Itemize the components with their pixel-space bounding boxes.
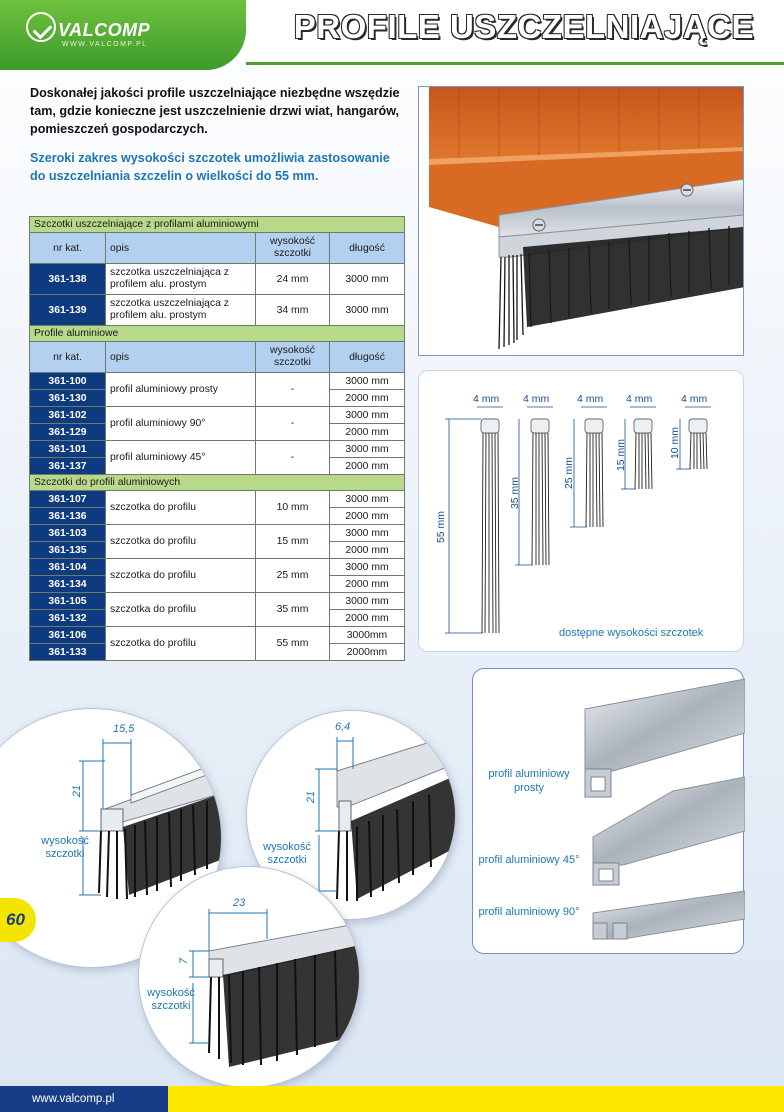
height-label: 35 mm	[509, 476, 521, 510]
brush-height: -	[256, 407, 330, 441]
length: 3000 mm	[330, 441, 405, 458]
cat-number: 361-137	[30, 458, 106, 475]
width-label: 4 mm	[523, 393, 550, 405]
brush-height: 55 mm	[256, 627, 330, 661]
length: 3000 mm	[330, 295, 405, 326]
cat-number: 361-107	[30, 491, 106, 508]
length: 3000 mm	[330, 491, 405, 508]
length: 2000 mm	[330, 424, 405, 441]
width-label: 4 mm	[577, 393, 604, 405]
col-header-opis: opis	[106, 233, 256, 264]
profile-label-straight: profil aluminiowy prosty	[488, 768, 570, 794]
door-seal-photo	[418, 86, 744, 356]
footer-url-bar[interactable]	[0, 1086, 168, 1112]
length: 3000 mm	[330, 407, 405, 424]
footer-bar	[168, 1086, 784, 1112]
profiles-panel	[472, 668, 744, 954]
cat-number: 361-103	[30, 525, 106, 542]
cat-number: 361-139	[30, 295, 106, 326]
col-header-nr: nr kat.	[30, 342, 106, 373]
brush-height: -	[256, 373, 330, 407]
profile-label-45: profil aluminiowy 45°	[478, 854, 580, 866]
length: 2000 mm	[330, 610, 405, 627]
brush-height: 15 mm	[256, 525, 330, 559]
width-label: 4 mm	[626, 393, 653, 405]
page-title: PROFILE USZCZELNIAJĄCE	[293, 8, 754, 45]
item-desc: profil aluminiowy 45°	[106, 441, 256, 475]
length: 2000 mm	[330, 390, 405, 407]
section-header: Szczotki do profili aluminiowych	[30, 475, 405, 491]
cat-number: 361-102	[30, 407, 106, 424]
item-desc: szczotka do profilu	[106, 627, 256, 661]
brand-name: VALCOMP	[58, 20, 151, 40]
dim-width: 6,4	[335, 721, 351, 733]
footer-url[interactable]: www.valcomp.pl	[32, 1093, 115, 1105]
intro-highlight: Szeroki zakres wysokości szczotek umożliwia zastosowanie do uszczelniania szczelin o wielkości do 55 mm.	[30, 151, 390, 183]
brush-height: 34 mm	[256, 295, 330, 326]
cat-number: 361-136	[30, 508, 106, 525]
cat-number: 361-133	[30, 644, 106, 661]
length: 2000mm	[330, 644, 405, 661]
cat-number: 361-100	[30, 373, 106, 390]
dim-height: 21	[71, 784, 84, 798]
dim-height: 21	[305, 790, 318, 804]
cat-number: 361-104	[30, 559, 106, 576]
length: 3000 mm	[330, 373, 405, 390]
item-desc: szczotka uszczelniająca z profilem alu. prostym	[106, 295, 256, 326]
item-desc: szczotka do profilu	[106, 525, 256, 559]
brush-height-label: wysokość szczotki	[147, 987, 195, 1012]
length: 3000 mm	[330, 525, 405, 542]
col-header-nr: nr kat.	[30, 233, 106, 264]
intro-paragraph: Doskonałej jakości profile uszczelniające niezbędne wszędzie tam, gdzie konieczne jest uszczelnienie drzwi wiat, hangarów, pomieszczeń gospodarczych.	[30, 86, 400, 136]
brush-height: -	[256, 441, 330, 475]
product-table	[29, 216, 405, 661]
brush-heights-diagram	[418, 370, 744, 652]
diagram-caption: dostępne wysokości szczotek	[559, 627, 704, 639]
length: 2000 mm	[330, 508, 405, 525]
brand-url: WWW.VALCOMP.PL	[62, 41, 148, 48]
length: 2000 mm	[330, 458, 405, 475]
length: 3000 mm	[330, 559, 405, 576]
item-desc: profil aluminiowy 90°	[106, 407, 256, 441]
height-label: 25 mm	[563, 456, 575, 490]
length: 2000 mm	[330, 576, 405, 593]
item-desc: profil aluminiowy prosty	[106, 373, 256, 407]
cat-number: 361-134	[30, 576, 106, 593]
brush-height-label: wysokość szczotki	[41, 835, 89, 860]
page-number: 60	[6, 910, 25, 929]
col-header-wys: wysokość szczotki	[256, 233, 330, 264]
section-header: Szczotki uszczelniające z profilami aluminiowymi	[30, 217, 405, 233]
brand-logo[interactable]	[0, 0, 246, 70]
length: 2000 mm	[330, 542, 405, 559]
item-desc: szczotka do profilu	[106, 559, 256, 593]
col-header-dl: długość	[330, 342, 405, 373]
col-header-dl: długość	[330, 233, 405, 264]
brush-height: 35 mm	[256, 593, 330, 627]
cat-number: 361-138	[30, 264, 106, 295]
col-header-opis: opis	[106, 342, 256, 373]
brush-height-label: wysokość szczotki	[263, 841, 311, 866]
title-rule	[246, 62, 784, 65]
item-desc: szczotka do profilu	[106, 491, 256, 525]
cat-number: 361-106	[30, 627, 106, 644]
height-label: 10 mm	[669, 426, 681, 460]
brush-height: 24 mm	[256, 264, 330, 295]
cat-number: 361-101	[30, 441, 106, 458]
cat-number: 361-105	[30, 593, 106, 610]
cat-number: 361-130	[30, 390, 106, 407]
dim-width: 23	[233, 897, 246, 909]
dim-width: 15,5	[113, 723, 135, 735]
length: 3000 mm	[330, 264, 405, 295]
col-header-wys: wysokość szczotki	[256, 342, 330, 373]
detail-circle-45	[138, 866, 360, 1088]
cat-number: 361-129	[30, 424, 106, 441]
logo-check-icon	[26, 12, 56, 42]
profile-label-90: profil aluminiowy 90°	[478, 906, 580, 918]
width-label: 4 mm	[681, 393, 708, 405]
item-desc: szczotka uszczelniająca z profilem alu. prostym	[106, 264, 256, 295]
dim-height: 7	[178, 957, 191, 965]
brush-height: 10 mm	[256, 491, 330, 525]
length: 3000 mm	[330, 593, 405, 610]
brush-height: 25 mm	[256, 559, 330, 593]
item-desc: szczotka do profilu	[106, 593, 256, 627]
width-label: 4 mm	[473, 393, 500, 405]
height-label: 55 mm	[435, 510, 447, 544]
height-label: 15 mm	[615, 438, 627, 472]
section-header: Profile aluminiowe	[30, 326, 405, 342]
length: 3000mm	[330, 627, 405, 644]
cat-number: 361-135	[30, 542, 106, 559]
cat-number: 361-132	[30, 610, 106, 627]
